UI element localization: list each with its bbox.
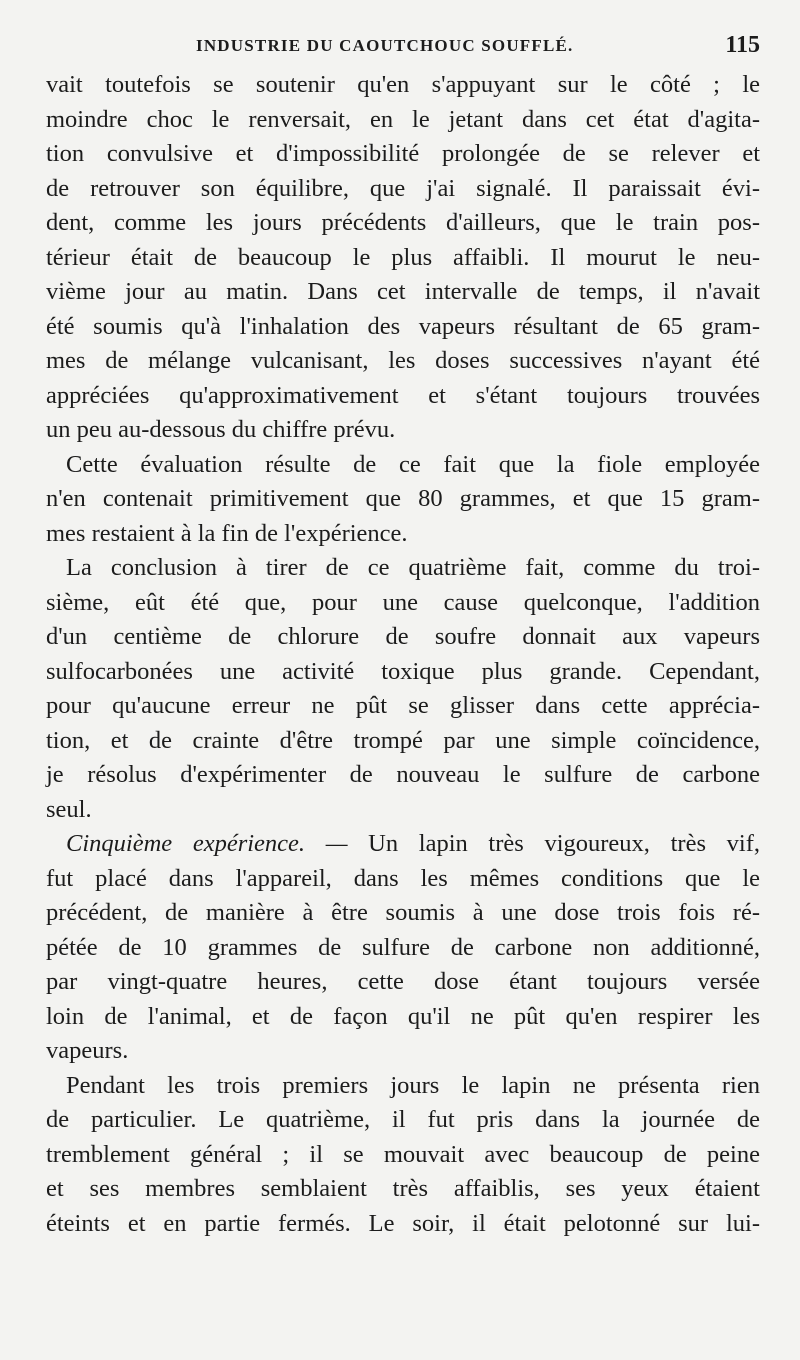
text-line: un peu au-dessous du chiffre prévu. [46,416,396,443]
text-line: été soumis qu'à l'inhalation des vapeurs résultant de 65 gram- [46,312,760,340]
text-line: pour qu'aucune erreur ne pût se glisser dans cette apprécia- [46,692,760,719]
text-line: tremblement général ; il se mouvait avec beaucoup de peine [46,1140,760,1168]
experiment-text: Un lapin très vigoureux, très vif, [368,830,760,857]
text-line: loin de l'animal, et de façon qu'il ne pût qu'en respirer les [46,1002,760,1030]
text-line: fut placé dans l'appareil, dans les mêmes conditions que le [46,864,760,892]
text-line: dent, comme les jours précédents d'ailleurs, que le train pos- [46,209,760,236]
text-line: n'en contenait primitivement que 80 grammes, et que 15 gram- [46,485,760,512]
paragraph-start-line: Pendant les trois premiers jours le lapin ne présenta rien [66,1071,760,1099]
text-line: de particulier. Le quatrième, il fut pris dans la journée de [46,1106,760,1133]
text-line: pétée de 10 grammes de sulfure de carbone non additionné, [46,933,760,961]
text-line: moindre choc le renversait, en le jetant dans cet état d'agita- [46,105,760,133]
running-title: INDUSTRIE DU CAOUTCHOUC SOUFFLÉ. [196,36,574,55]
text-line: seul. [46,795,92,823]
text-line: éteints et en partie fermés. Le soir, il était pelotonné sur lui- [46,1209,760,1237]
text-line: et ses membres semblaient très affaiblis, ses yeux étaient [46,1175,760,1202]
text-line: sième, eût été que, pour une cause quelconque, l'addition [46,588,760,616]
text-line: vait toutefois se soutenir qu'en s'appuyant sur le côté ; le [46,71,760,98]
running-head [46,30,760,68]
text-line: appréciées qu'approximativement et s'étant toujours trouvées [46,381,760,409]
experiment-heading-line [46,827,760,862]
text-line: mes restaient à la fin de l'expérience. [46,519,408,547]
page-number: 115 [725,32,760,58]
text-line: mes de mélange vulcanisant, les doses successives n'ayant été [46,347,760,374]
text-line: de retrouver son équilibre, que j'ai signalé. Il paraissait évi- [46,174,760,202]
text-line: je résolus d'expérimenter de nouveau le sulfure de carbone [46,761,760,788]
text-line: térieur était de beaucoup le plus affaibli. Il mourut le neu- [46,243,760,271]
text-line: d'un centième de chlorure de soufre donnait aux vapeurs [46,623,760,650]
text-line: précédent, de manière à être soumis à une dose trois fois ré- [46,899,760,926]
paragraph-start-line: La conclusion à tirer de ce quatrième fait, comme du troi- [66,554,760,581]
text-line: vième jour au matin. Dans cet intervalle de temps, il n'avait [46,278,760,305]
text-line: vapeurs. [46,1037,129,1064]
text-line: sulfocarbonées une activité toxique plus grande. Cependant, [46,657,760,685]
text-line: tion convulsive et d'impossibilité prolongée de se relever et [46,140,760,167]
text-line: tion, et de crainte d'être trompé par une simple coïncidence, [46,726,760,754]
experiment-heading: Cinquième expérience. — [66,830,348,857]
body-text [46,68,760,1241]
paragraph-start-line: Cette évaluation résulte de ce fait que la fiole employée [66,450,760,478]
text-line: par vingt-quatre heures, cette dose étant toujours versée [46,968,760,995]
